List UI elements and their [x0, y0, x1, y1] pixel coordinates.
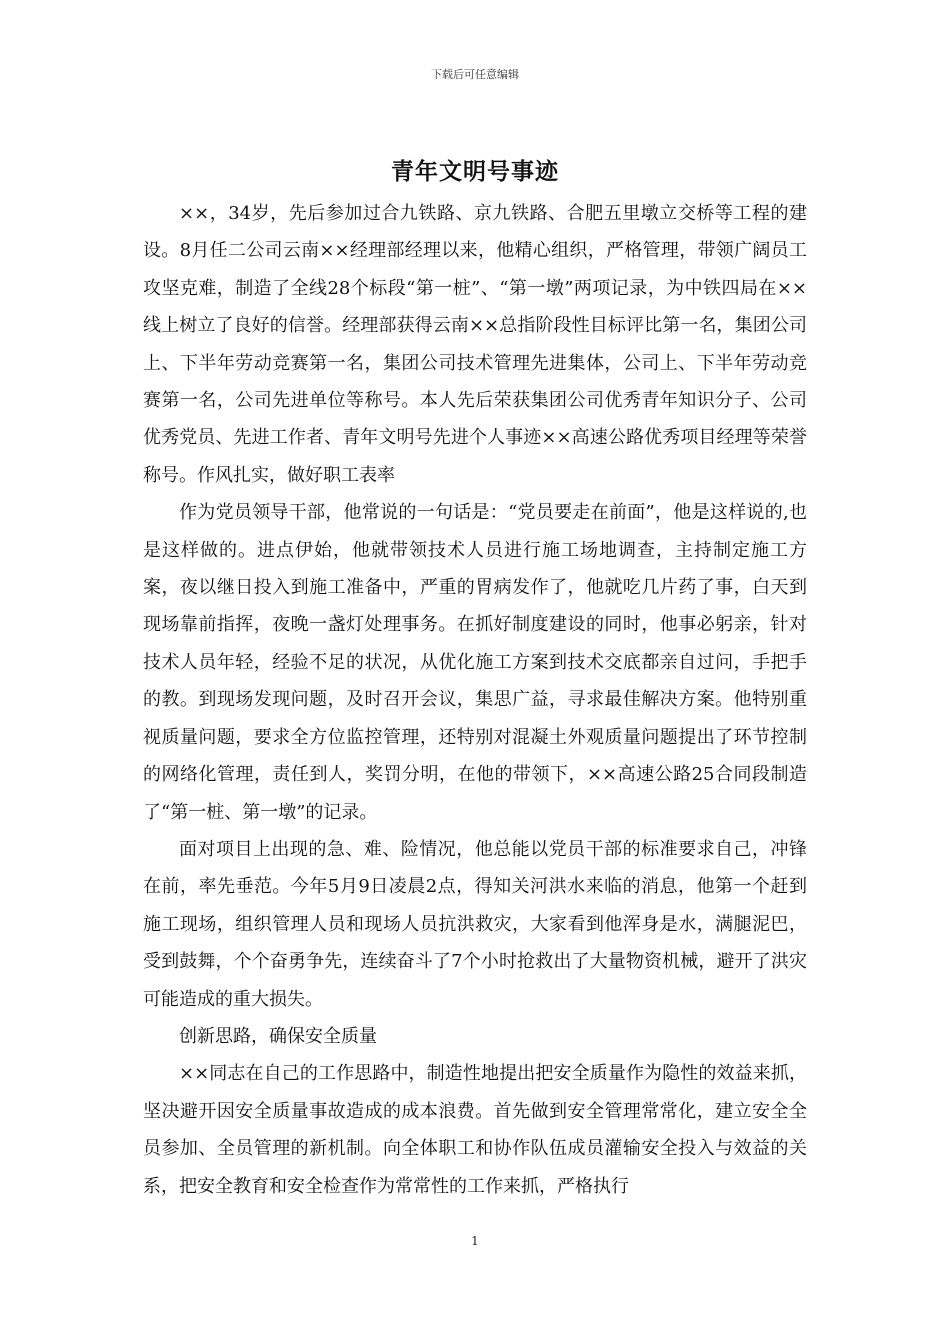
paragraph: 面对项目上出现的急、难、险情况，他总能以党员干部的标准要求自己，冲锋在前，率先垂范。今年5月9日凌晨2点，得知关河洪水来临的消息，他第一个赶到施工现场，组织管理人员和现场人员抗洪救灾，大家看到他浑身是水，满腿泥巴，受到鼓舞，个个奋勇争先，连续奋斗了7个小时抢救出了大量物资机械，避开了洪灾可能造成的重大损失。	[143, 838, 807, 1010]
header-note: 下载后可任意编辑	[431, 68, 519, 81]
document-title: 青年文明号事迹	[391, 158, 559, 185]
paragraph: ××，34岁，先后参加过合九铁路、京九铁路、合肥五里墩立交桥等工程的建设。8月任二公司云南××经理部经理以来，他精心组织，严格管理，带领广阔员工攻坚克难，制造了全线28个标段“第一桩”、“第一墩”两项记录，为中铁四局在××线上树立了良好的信誉。经理部获得云南××总指阶段性目标评比第一名，集团公司上、下半年劳动竞赛第一名，集团公司技术管理先进集体，公司上、下半年劳动竞赛第一名，公司先进单位等称号。本人先后荣获集团公司优秀青年知识分子、公司优秀党员、先进工作者、青年文明号先进个人事迹××高速公路优秀项目经理等荣誉称号。作风扎实，做好职工表率	[143, 203, 807, 486]
page-number: 1	[471, 1234, 479, 1248]
paragraph: ××同志在自己的工作思路中，制造性地提出把安全质量作为隐性的效益来抓，坚决避开因安全质量事故造成的成本浪费。首先做到安全管理常常化，建立安全全员参加、全员管理的新机制。向全体职工和协作队伍成员灌输安全投入与效益的关系，把安全教育和安全检查作为常常性的工作来抓，严格执行	[143, 1063, 807, 1197]
section-heading: 创新思路，确保安全质量	[179, 1025, 377, 1047]
paragraph: 作为党员领导干部，他常说的一句话是：“党员要走在前面”，他是这样说的,也是这样做的。进点伊始，他就带领技术人员进行施工场地调查，主持制定施工方案，夜以继日投入到施工准备中，严重的胃病发作了，他就吃几片药了事，白天到现场靠前指挥，夜晚一盏灯处理事务。在抓好制度建设的同时，他事必躬亲，针对技术人员年轻，经验不足的状况，从优化施工方案到技术交底都亲自过问，手把手的教。到现场发现问题，及时召开会议，集思广益，寻求最佳解决方案。他特别重视质量问题，要求全方位监控管理，还特别对混凝土外观质量问题提出了环节控制的网络化管理，责任到人，奖罚分明，在他的带领下，××高速公路25合同段制造了“第一桩、第一墩”的记录。	[143, 502, 807, 823]
document-body	[143, 195, 807, 1205]
